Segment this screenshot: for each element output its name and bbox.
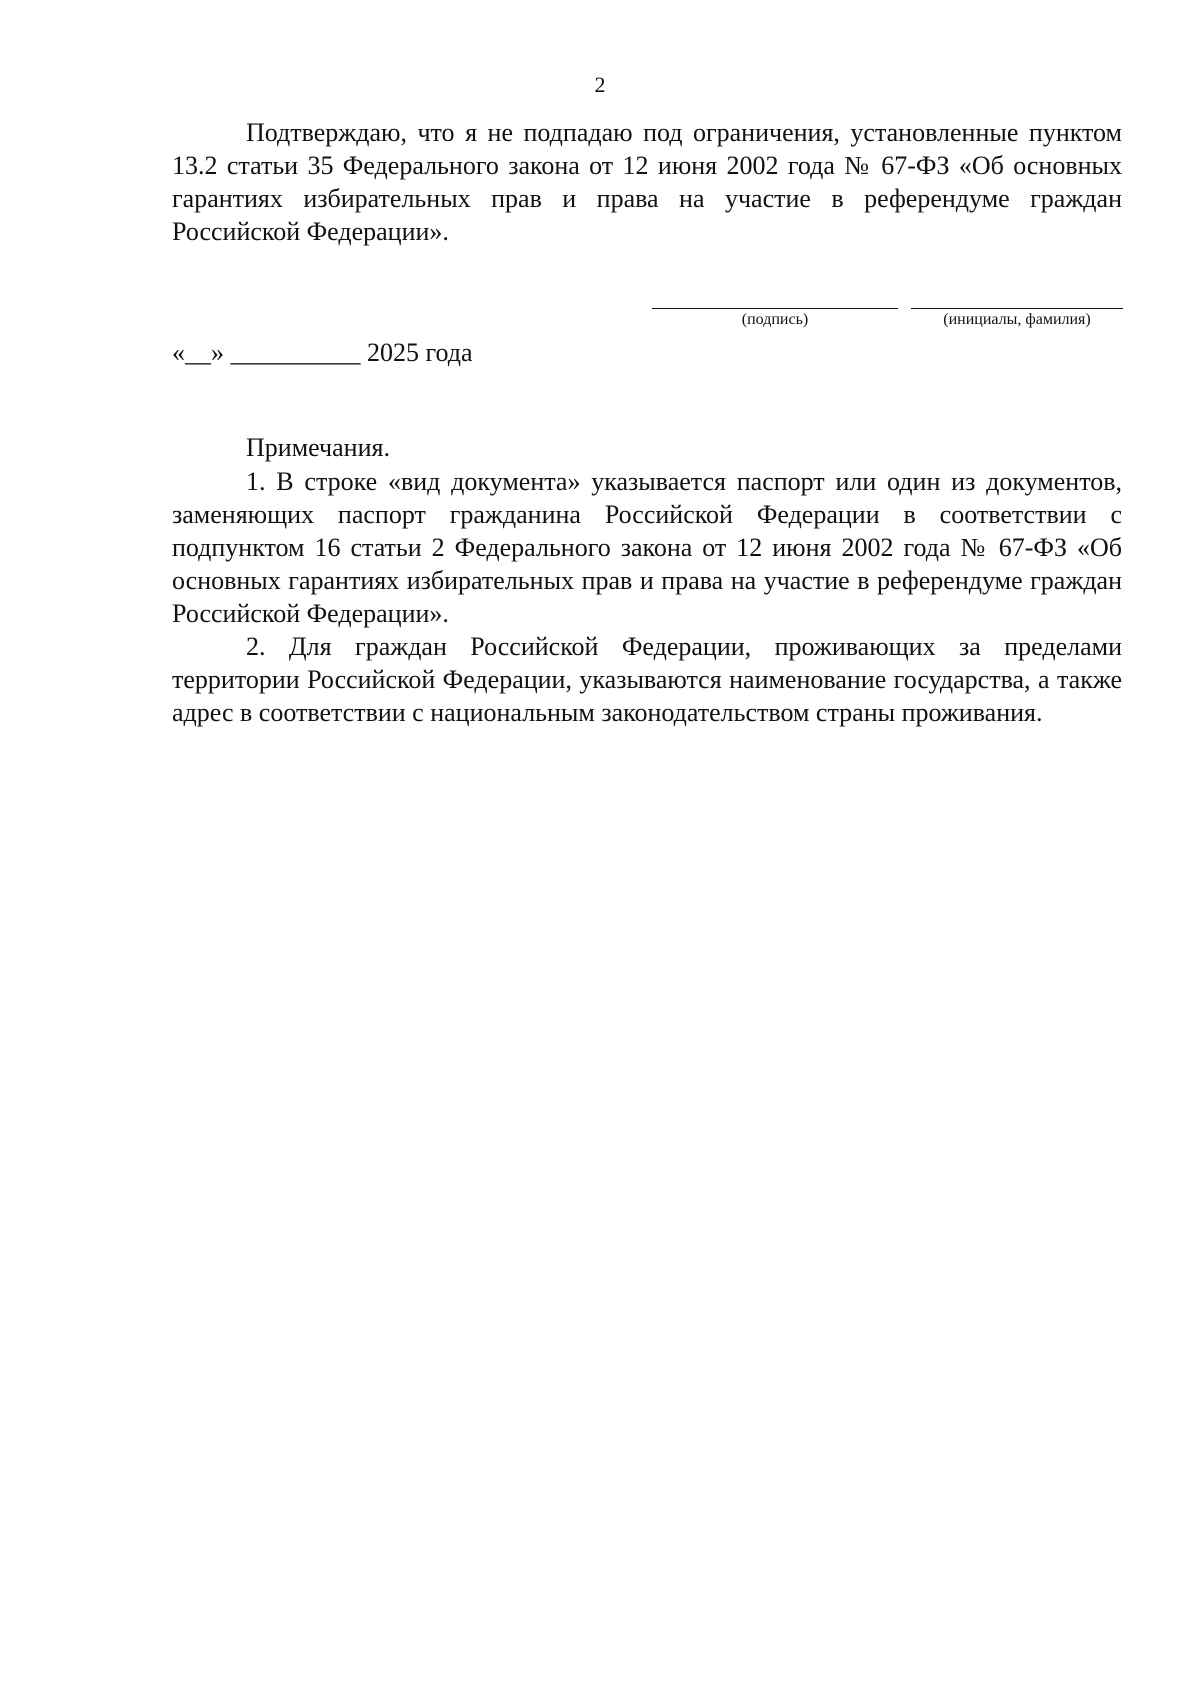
signature-field [652, 308, 898, 332]
date-line: «__» __________ 2025 года [172, 338, 473, 367]
notes-heading: Примечания. [246, 433, 390, 462]
name-caption: (инициалы, фамилия) [943, 311, 1091, 328]
note-item: 1. В строке «вид документа» указывается паспорт или один из документов, заменяющих паспорт гражданина Российской Федерации в соответствии с подпунктом 16 статьи 2 Федерального закона от 12 июня 2002 года № 67-ФЗ «Об основных гарантиях избирательных прав и права на участие в референдуме граждан Российской Федерации». [172, 467, 1122, 628]
note-item: 2. Для граждан Российской Федерации, проживающих за пределами территории Российской Федерации, указываются наименование государства, а также адрес в соответствии с национальным законодательством страны проживания. [172, 632, 1122, 727]
signature-line [652, 308, 898, 309]
confirmation-block [172, 116, 1122, 248]
page-number: 2 [594, 72, 606, 97]
name-line [911, 308, 1123, 309]
name-field [911, 308, 1123, 332]
signature-caption: (подпись) [741, 311, 809, 328]
notes-block [172, 431, 1122, 729]
confirmation-paragraph: Подтверждаю, что я не подпадаю под ограничения, установленные пунктом 13.2 статьи 35 Федерального закона от 12 июня 2002 года № 67-ФЗ «Об основных гарантиях избирательных прав и права на участие в референдуме граждан Российской Федерации». [172, 118, 1122, 246]
